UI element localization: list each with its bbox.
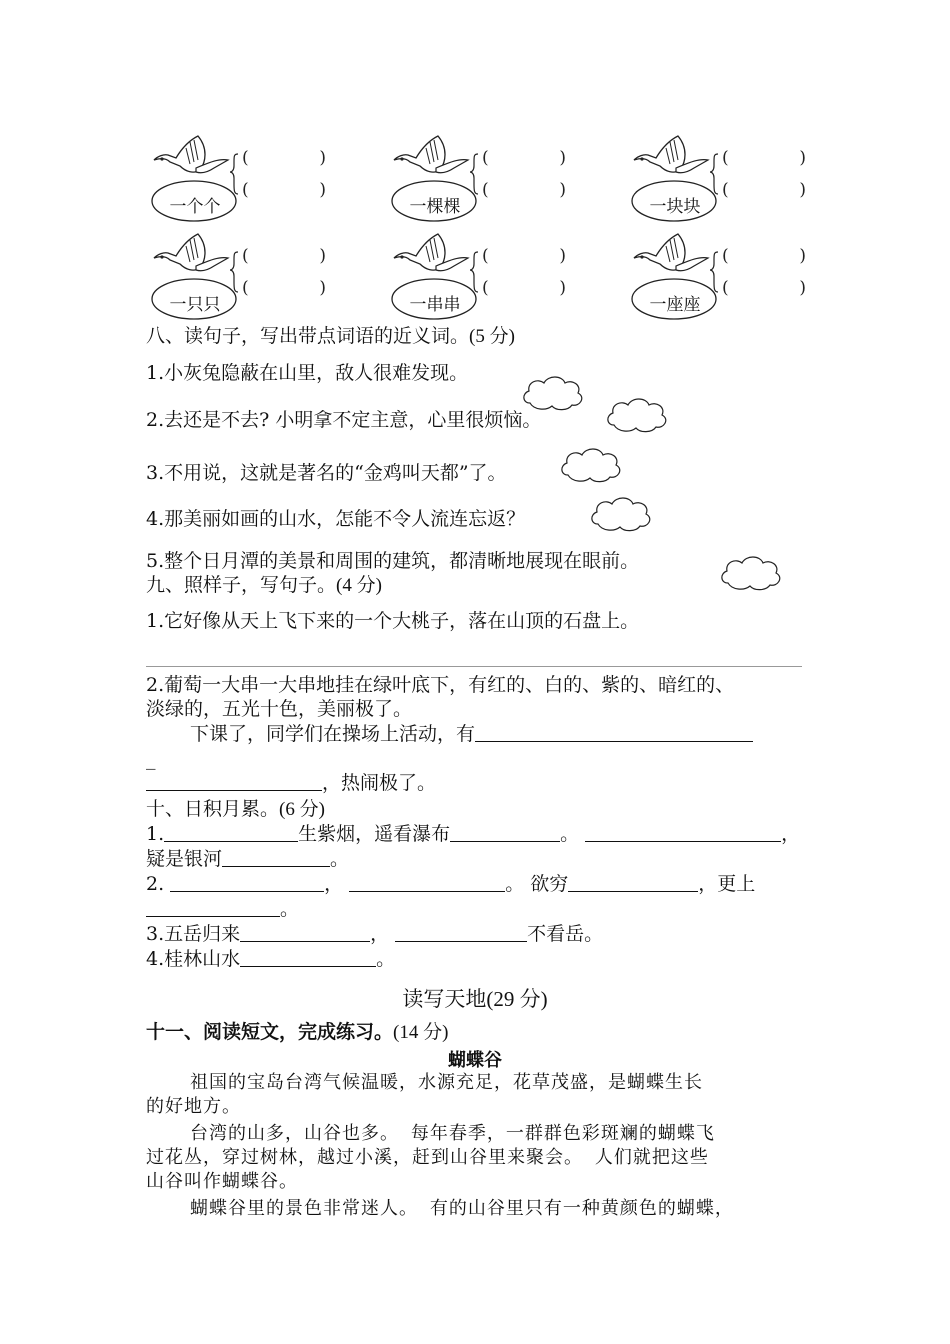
paren-blank-1[interactable] [482, 148, 566, 168]
section9-item-2-line1: 2.葡萄一大串一大串地挂在绿叶底下，有红的、白的、紫的、暗红的、 [146, 674, 735, 696]
passage-p2-line1: 台湾的山多，山谷也多。 每年春季，一群群色彩斑斓的蝴蝶飞 [190, 1123, 715, 1144]
poem-line-2 [146, 847, 349, 871]
passage-p3-line1: 蝴蝶谷里的景色非常迷人。 有的山谷里只有一种黄颜色的蝴蝶， [190, 1198, 734, 1219]
paren-open: ( [242, 148, 249, 168]
paren-close: ) [559, 278, 566, 298]
section10-heading [146, 797, 325, 822]
paren-close: ) [559, 180, 566, 200]
blank-poem-3b[interactable] [349, 873, 505, 892]
poem-1-number: 1. [146, 823, 165, 845]
word-label: 一块块 [649, 197, 701, 217]
blank-activity-2[interactable] [146, 772, 322, 791]
answer-cloud-2[interactable] [604, 395, 672, 435]
word-label: 一座座 [649, 295, 701, 315]
section9-prompt-end [146, 771, 436, 795]
blank-poem-1b[interactable] [450, 823, 560, 842]
section9-score: (4 分) [336, 575, 382, 596]
word-label: 一串串 [409, 295, 461, 315]
word-label: 一棵棵 [409, 197, 461, 217]
paren-open: ( [722, 246, 729, 266]
paren-open: ( [242, 246, 249, 266]
section9-heading [146, 573, 382, 598]
blank-poem-5b[interactable] [395, 923, 527, 942]
word-card [386, 226, 566, 322]
reading-title: 读写天地 [402, 987, 487, 1011]
poem-5-text-2: 不看岳。 [527, 923, 604, 945]
answer-cloud-1[interactable] [520, 373, 586, 413]
paren-blank-1[interactable] [722, 148, 806, 168]
section8-title: 八、读句子，写出带点词语的近义词。 [146, 325, 470, 347]
poem-1-text: 生紫烟，遥看瀑布 [298, 823, 451, 845]
paren-close: ) [319, 148, 326, 168]
paren-close: ) [799, 180, 806, 200]
reading-score: (29 分) [486, 987, 548, 1011]
paren-close: ) [799, 278, 806, 298]
paren-open: ( [482, 148, 489, 168]
poem-4-period: 。 [280, 898, 300, 920]
section11-title: 十一、阅读短文，完成练习。 [146, 1021, 394, 1043]
paren-blank-2[interactable] [242, 278, 326, 298]
poem-5-text: 3.五岳归来 [146, 923, 241, 945]
section11-heading [146, 1020, 448, 1045]
paren-blank-2[interactable] [242, 180, 326, 200]
paren-open: ( [482, 246, 489, 266]
poem-line-6 [146, 947, 395, 971]
passage-p2-line2: 过花丛，穿过树林，越过小溪，赶到山谷里来聚会。 人们就把这些 [146, 1147, 709, 1168]
word-label: 一只只 [169, 295, 221, 315]
poem-6-text: 4.桂林山水 [146, 948, 241, 970]
section8-item-5: 5.整个日月潭的美景和周围的建筑，都清晰地展现在眼前。 [146, 550, 640, 572]
paren-blank-2[interactable] [482, 180, 566, 200]
paren-close: ) [319, 246, 326, 266]
paren-blank-1[interactable] [722, 246, 806, 266]
blank-poem-6[interactable] [240, 948, 376, 967]
passage-title: 蝴蝶谷 [448, 1050, 502, 1071]
paren-blank-1[interactable] [242, 246, 326, 266]
section10-title: 十、日积月累。 [146, 798, 280, 820]
section10-score: (6 分) [279, 799, 325, 820]
answer-cloud-3[interactable] [558, 445, 626, 485]
blank-poem-1c[interactable] [585, 823, 781, 842]
poem-3-text: 。 欲穷 [505, 873, 569, 895]
answer-cloud-4[interactable] [588, 494, 658, 534]
section9-title: 九、照样子，写句子。 [146, 574, 337, 596]
paren-close: ) [559, 148, 566, 168]
paren-close: ) [799, 148, 806, 168]
word-card [386, 128, 566, 224]
poem-line-4 [146, 897, 299, 921]
poem-3-number: 2. [146, 873, 171, 895]
paren-open: ( [722, 148, 729, 168]
poem-5-comma: ， [370, 923, 390, 945]
paren-close: ) [799, 246, 806, 266]
paren-open: ( [242, 180, 249, 200]
paren-open: ( [482, 278, 489, 298]
paren-blank-2[interactable] [482, 278, 566, 298]
answer-cloud-5[interactable] [718, 553, 788, 593]
blank-poem-1a[interactable] [164, 823, 298, 842]
poem-2-text: 疑是银河 [146, 848, 223, 870]
section8-item-1: 1.小灰兔隐蔽在山里，敌人很难发现。 [146, 362, 469, 384]
paren-blank-1[interactable] [482, 246, 566, 266]
poem-2-period: 。 [330, 848, 350, 870]
paren-blank-2[interactable] [722, 278, 806, 298]
word-label: 一个个 [169, 197, 221, 217]
blank-poem-5a[interactable] [240, 923, 370, 942]
section9-dash: _ [146, 748, 156, 770]
poem-1-period: 。 [560, 823, 580, 845]
paren-close: ) [559, 246, 566, 266]
passage-p1-line2: 的好地方。 [146, 1096, 241, 1117]
section9-prompt [190, 722, 753, 746]
paren-close: ) [319, 180, 326, 200]
paren-open: ( [242, 278, 249, 298]
poem-3-text-2: ，更上 [698, 873, 756, 895]
blank-poem-3c[interactable] [568, 873, 698, 892]
poem-line-1 [146, 822, 800, 846]
passage-p2-line3: 山谷叫作蝴蝶谷。 [146, 1171, 298, 1192]
poem-line-3 [146, 872, 755, 896]
paren-open: ( [482, 180, 489, 200]
word-card [626, 128, 806, 224]
section8-item-4: 4.那美丽如画的山水，怎能不令人流连忘返？ [146, 508, 526, 530]
word-card [146, 226, 326, 322]
section8-heading [146, 324, 515, 349]
blank-poem-3a[interactable] [170, 873, 324, 892]
section9-answer-line[interactable] [146, 666, 802, 667]
section9-prompt-text: 下课了，同学们在操场上活动，有 [190, 723, 476, 745]
paren-blank-2[interactable] [722, 180, 806, 200]
paren-open: ( [722, 278, 729, 298]
section8-score: (5 分) [469, 326, 515, 347]
poem-6-period: 。 [376, 948, 396, 970]
reading-section-title [0, 983, 950, 1013]
section8-item-3: 3.不用说，这就是著名的“金鸡叫天都”了。 [146, 462, 507, 484]
section11-score: (14 分) [393, 1022, 449, 1043]
paren-open: ( [722, 180, 729, 200]
blank-poem-2[interactable] [222, 848, 330, 867]
blank-activity-1[interactable] [475, 723, 753, 742]
blank-poem-4[interactable] [146, 898, 280, 917]
paren-close: ) [319, 278, 326, 298]
passage-p1-line1: 祖国的宝岛台湾气候温暖，水源充足，花草茂盛，是蝴蝶生长 [190, 1072, 703, 1093]
poem-line-5 [146, 922, 603, 946]
section9-item-2-line2: 淡绿的，五光十色，美丽极了。 [146, 698, 413, 720]
section9-item-1: 1.它好像从天上飞下来的一个大桃子，落在山顶的石盘上。 [146, 610, 640, 632]
poem-1-comma: ， [781, 823, 801, 845]
poem-3-comma: ， [324, 873, 344, 895]
word-card [626, 226, 806, 322]
section9-end-text: ，热闹极了。 [322, 772, 437, 794]
section8-item-2: 2.去还是不去? 小明拿不定主意，心里很烦恼。 [146, 409, 542, 431]
word-card [146, 128, 326, 224]
paren-blank-1[interactable] [242, 148, 326, 168]
